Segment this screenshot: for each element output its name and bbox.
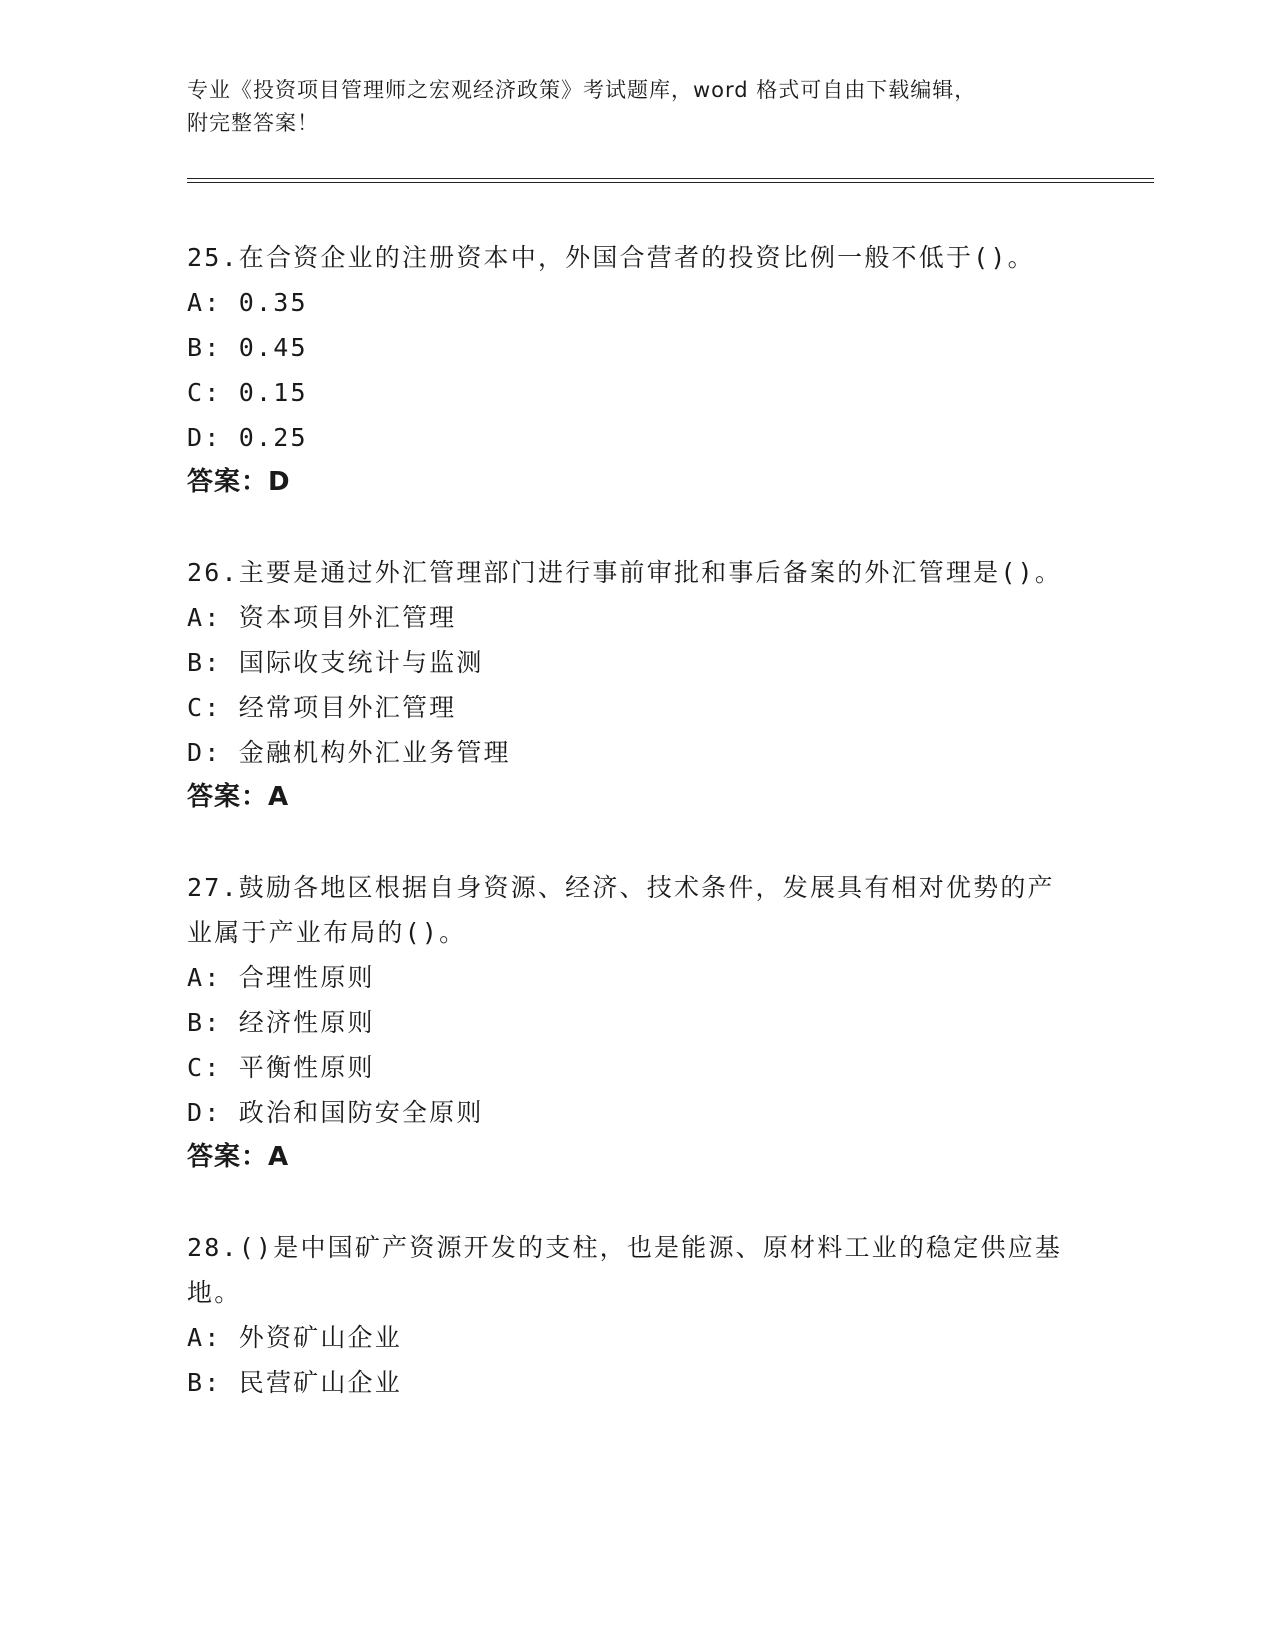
option-c: C: 平衡性原则 (187, 1053, 375, 1082)
option-d: D: 金融机构外汇业务管理 (187, 738, 511, 767)
document-header (187, 74, 1067, 140)
option-b: B: 0.45 (187, 333, 308, 362)
question-text: 25.在合资企业的注册资本中，外国合营者的投资比例一般不低于()。 (187, 243, 1035, 272)
answer-label: 答案：A (187, 782, 290, 812)
option-a: A: 外资矿山企业 (187, 1323, 402, 1352)
question-text: 28.()是中国矿产资源开发的支柱，也是能源、原材料工业的稳定供应基地。 (187, 1233, 1063, 1307)
question-list (187, 235, 1067, 1450)
header-title-line-1: 专业《投资项目管理师之宏观经济政策》考试题库，word 格式可自由下载编辑， (187, 78, 977, 102)
question-27 (187, 865, 1067, 1180)
option-d: D: 政治和国防安全原则 (187, 1098, 484, 1127)
header-divider (187, 178, 1154, 183)
option-d: D: 0.25 (187, 423, 308, 452)
question-25 (187, 235, 1067, 505)
option-a: A: 合理性原则 (187, 963, 375, 992)
question-text: 26.主要是通过外汇管理部门进行事前审批和事后备案的外汇管理是()。 (187, 558, 1063, 587)
option-c: C: 0.15 (187, 378, 308, 407)
option-b: B: 经济性原则 (187, 1008, 375, 1037)
header-title-line-2: 附完整答案！ (187, 111, 319, 135)
option-c: C: 经常项目外汇管理 (187, 693, 457, 722)
answer-label: 答案：D (187, 467, 291, 497)
question-text: 27.鼓励各地区根据自身资源、经济、技术条件，发展具有相对优势的产业属于产业布局的()。 (187, 873, 1055, 947)
option-b: B: 国际收支统计与监测 (187, 648, 484, 677)
answer-label: 答案：A (187, 1142, 290, 1172)
option-b: B: 民营矿山企业 (187, 1368, 402, 1397)
option-a: A: 0.35 (187, 288, 308, 317)
option-a: A: 资本项目外汇管理 (187, 603, 457, 632)
question-28 (187, 1225, 1067, 1405)
question-26 (187, 550, 1067, 820)
